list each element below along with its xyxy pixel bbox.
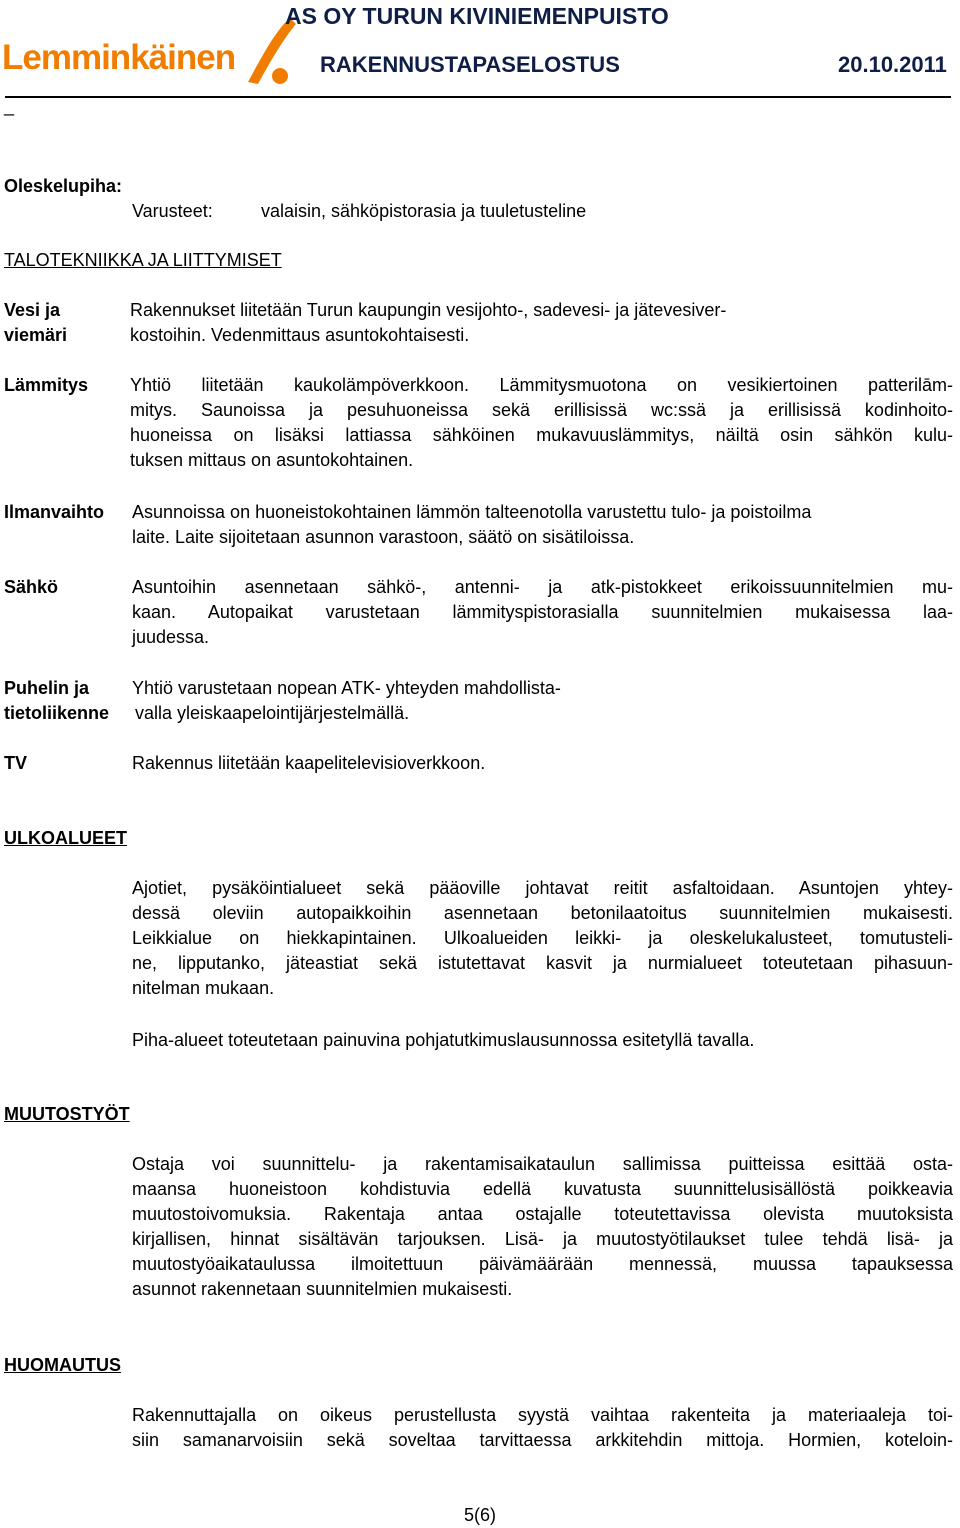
ulkoalueet-paragraph-1	[132, 876, 953, 1001]
oleskelupiha-heading: Oleskelupiha:	[4, 176, 123, 196]
lammitys-text-line: mitys. Saunoissa ja pesuhuoneissa sekä erillisissä wc:ssä ja erillisissä kodinhoito-	[130, 400, 953, 420]
lammitys-text-line: Yhtiö liitetään kaukolämpöverkkoon. Lämmitysmuotona on vesikiertoinen patterilām-	[130, 375, 953, 395]
document-date: 20.10.2011	[838, 52, 947, 77]
muutostyot-text-line: maansa huoneistoon kohdistuvia edellä kuvatusta suunnittelusisällöstä poikkeavia	[132, 1179, 953, 1199]
sahko-text-line: Asuntoihin asennetaan sähkö-, antenni- ja atk-pistokkeet erikoissuunnitelmien mu-	[132, 577, 953, 597]
ulkoalueet-paragraph-2: Piha-alueet toteutetaan painuvina pohjatutkimuslausunnossa esitetyllä tavalla.	[132, 1030, 755, 1050]
vesi-label-2: viemäri	[4, 325, 68, 345]
puhelin-label-1: Puhelin ja	[4, 678, 90, 698]
vesi-label-1: Vesi ja	[4, 300, 61, 320]
huomautus-paragraph	[132, 1403, 953, 1453]
muutostyot-text-line: Ostaja voi suunnittelu- ja rakentamisaikataulun sallimissa puitteissa esittää osta-	[132, 1154, 953, 1174]
puhelin-text-line: valla yleiskaapelointijärjestelmällä.	[135, 703, 410, 723]
lammitys-text-line: tuksen mittaus on asuntokohtainen.	[130, 450, 414, 470]
ulkoalueet-text-line: nitelman mukaan.	[132, 978, 275, 998]
muutostyot-text-line: muutostyöaikataulussa ilmoitettuun päivämäärään mennessä, muussa tapauksessa	[132, 1254, 953, 1274]
document-type: RAKENNUSTAPASELOSTUS	[320, 52, 620, 77]
lammitys-text-line: huoneissa on lisäksi lattiassa sähköinen mukavuuslämmitys, näiltä osin sähkön kulu-	[130, 425, 953, 445]
sahko-text-line: juudessa.	[132, 627, 210, 647]
page-number: 5(6)	[463, 1505, 496, 1525]
header-underscore: _	[4, 96, 15, 116]
vesi-text-line: Rakennukset liitetään Turun kaupungin vesijohto-, sadevesi- ja jätevesiver-	[130, 300, 727, 320]
tv-label: TV	[4, 753, 28, 773]
talotekniikka-heading: TALOTEKNIIKKA JA LIITTYMISET	[4, 250, 282, 270]
tv-text: Rakennus liitetään kaapelitelevisioverkkoon.	[132, 753, 486, 773]
ilmanvaihto-label: Ilmanvaihto	[4, 502, 105, 522]
ulkoalueet-text-line: dessä oleviin autopaikkoihin asennetaan betonilaatoitus suunnitelmien mukaisesti.	[132, 903, 953, 923]
header-divider	[5, 96, 951, 98]
huomautus-text-line: siin samanarvoisiin sekä soveltaa tarvittaessa arkkitehdin mittoja. Hormien, koteloin-	[132, 1430, 953, 1450]
huomautus-text-line: Rakennuttajalla on oikeus perustellusta syystä vaihtaa rakenteita ja materiaaleja toi-	[132, 1405, 953, 1425]
company-name: AS OY TURUN KIVINIEMENPUISTO	[285, 3, 669, 29]
muutostyot-text-line: muutostoivomuksia. Rakentaja antaa ostajalle toteutettavissa olevista muutoksista	[132, 1204, 953, 1224]
puhelin-label-2: tietoliikenne	[4, 703, 110, 723]
ulkoalueet-text-line: Leikkialue on hiekkapintainen. Ulkoalueiden leikki- ja oleskelukalusteet, tomutusteli-	[132, 928, 953, 948]
muutostyot-heading: MUUTOSTYÖT	[4, 1104, 130, 1124]
ilmanvaihto-text-line: Asunnoissa on huoneistokohtainen lämmön talteenotolla varustettu tulo- ja poistoilma	[132, 502, 812, 522]
company-logo	[2, 16, 302, 88]
muutostyot-paragraph	[132, 1152, 953, 1302]
puhelin-text-line: Yhtiö varustetaan nopean ATK- yhteyden mahdollista-	[132, 678, 561, 698]
lammitys-text	[130, 373, 953, 473]
varusteet-value: valaisin, sähköpistorasia ja tuuletusteline	[261, 201, 587, 221]
ulkoalueet-heading: ULKOALUEET	[4, 828, 127, 848]
sahko-text	[132, 575, 953, 650]
sahko-label: Sähkö	[4, 577, 59, 597]
muutostyot-text-line: asunnot rakennetaan suunnitelmien mukaisesti.	[132, 1279, 513, 1299]
logo-wordmark: Lemminkäinen	[2, 38, 236, 77]
muutostyot-text-line: kirjallisen, hinnat sisältävän tarjouksen. Lisä- ja muutostyötilaukset tulee tehdä lisä- ja	[132, 1229, 953, 1249]
ulkoalueet-text-line: ne, lipputanko, jäteastiat sekä istutettavat kasvit ja nurmialueet toteutetaan pihasuun-	[132, 953, 953, 973]
ulkoalueet-text-line: Ajotiet, pysäköintialueet sekä pääoville johtavat reitit asfaltoidaan. Asuntojen yhtey-	[132, 878, 953, 898]
sahko-text-line: kaan. Autopaikat varustetaan lämmityspistorasialla suunnitelmien mukaisessa laa-	[132, 602, 953, 622]
varusteet-label: Varusteet:	[132, 201, 213, 221]
lammitys-label: Lämmitys	[4, 375, 89, 395]
ilmanvaihto-text-line: laite. Laite sijoitetaan asunnon varastoon, säätö on sisätiloissa.	[132, 527, 635, 547]
vesi-text-line: kostoihin. Vedenmittaus asuntokohtaisesti.	[130, 325, 470, 345]
huomautus-heading: HUOMAUTUS	[4, 1355, 121, 1375]
